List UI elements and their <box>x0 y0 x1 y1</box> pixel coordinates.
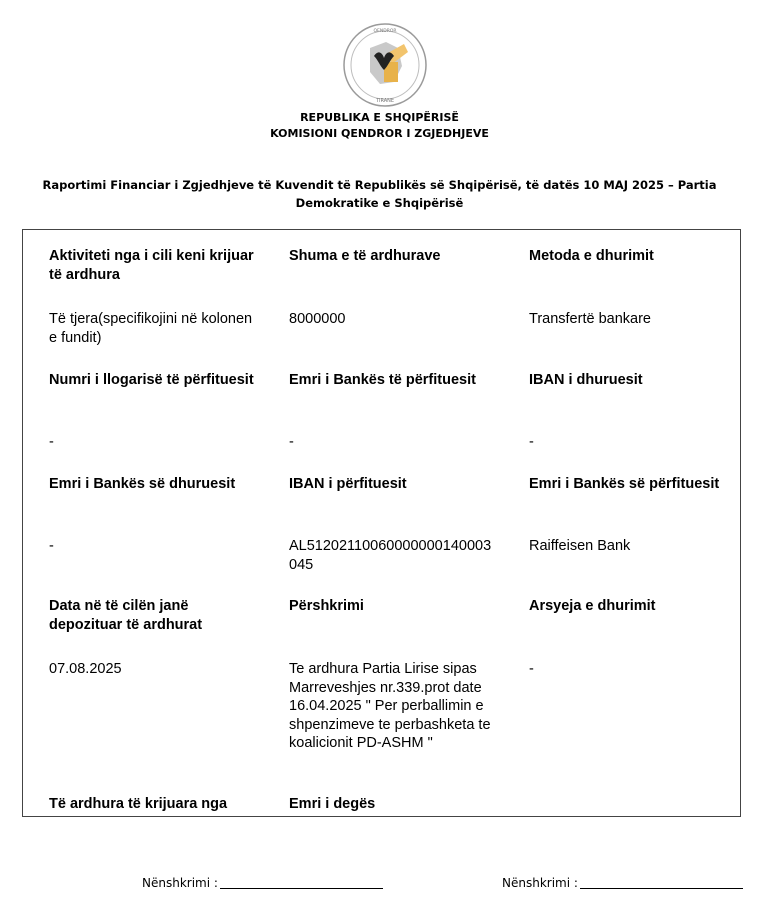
value-beneficiary-bank-name: Raiffeisen Bank <box>529 538 631 554</box>
signature-right-label: Nënshkrimi : <box>502 876 578 890</box>
signature-right <box>502 876 743 890</box>
value-activity: Të tjera(specifikojini në kolonen e fundit) <box>49 311 253 346</box>
label-beneficiary-account: Numri i llogarisë të përfituesit <box>49 372 254 388</box>
value-donation-method: Transfertë bankare <box>529 311 651 327</box>
value-beneficiary-iban: AL51202110060000000140003045 <box>289 538 492 573</box>
label-income-source: Të ardhura të krijuara nga <box>49 796 228 812</box>
label-deposit-date: Data në të cilën janë depozituar të ardhurat <box>49 598 203 633</box>
label-donation-reason: Arsyeja e dhurimit <box>529 598 656 614</box>
label-branch-name: Emri i degës <box>289 796 376 812</box>
commission-seal-logo <box>340 22 430 108</box>
label-donation-method: Metoda e dhurimit <box>529 248 654 264</box>
value-donor-bank: - <box>49 538 54 554</box>
value-beneficiary-bank: - <box>289 434 294 450</box>
republic-title: REPUBLIKA E SHQIPËRISË <box>300 111 459 124</box>
value-donation-reason: - <box>529 661 534 677</box>
label-donor-iban: IBAN i dhuruesit <box>529 372 643 388</box>
value-deposit-date: 07.08.2025 <box>49 661 122 677</box>
label-activity: Aktiviteti nga i cili keni krijuar të ardhura <box>49 248 254 283</box>
signature-right-line <box>580 888 743 889</box>
value-income-amount: 8000000 <box>289 311 346 327</box>
value-donor-iban: - <box>529 434 534 450</box>
value-beneficiary-account: - <box>49 434 54 450</box>
commission-title: KOMISIONI QENDROR I ZGJEDHJEVE <box>270 127 489 140</box>
signature-left-label: Nënshkrimi : <box>142 876 218 890</box>
label-beneficiary-bank-name: Emri i Bankës së përfituesit <box>529 476 720 492</box>
svg-text:QENDROR: QENDROR <box>373 29 397 34</box>
report-title: Raportimi Financiar i Zgjedhjeve të Kuvendit të Republikës së Shqipërisë, të datës 10 MAJ 2025 – Partia Demokratike e Shqipërisë <box>42 178 717 210</box>
income-report-table <box>22 229 741 817</box>
label-description: Përshkrimi <box>289 598 364 614</box>
svg-text:TIRANE: TIRANE <box>375 98 395 104</box>
document-header <box>0 110 759 142</box>
label-beneficiary-iban: IBAN i përfituesit <box>289 476 407 492</box>
signature-left-line <box>220 888 383 889</box>
label-income-amount: Shuma e të ardhurave <box>289 248 441 264</box>
value-description: Te ardhura Partia Lirise sipas Marreveshjes nr.339.prot date 16.04.2025 " Per perballimin e shpenzimeve te perbashketa te koalicionit PD-ASHM " <box>289 661 491 751</box>
label-beneficiary-bank: Emri i Bankës të përfituesit <box>289 372 476 388</box>
signature-left <box>142 876 383 890</box>
label-donor-bank: Emri i Bankës së dhuruesit <box>49 476 236 492</box>
